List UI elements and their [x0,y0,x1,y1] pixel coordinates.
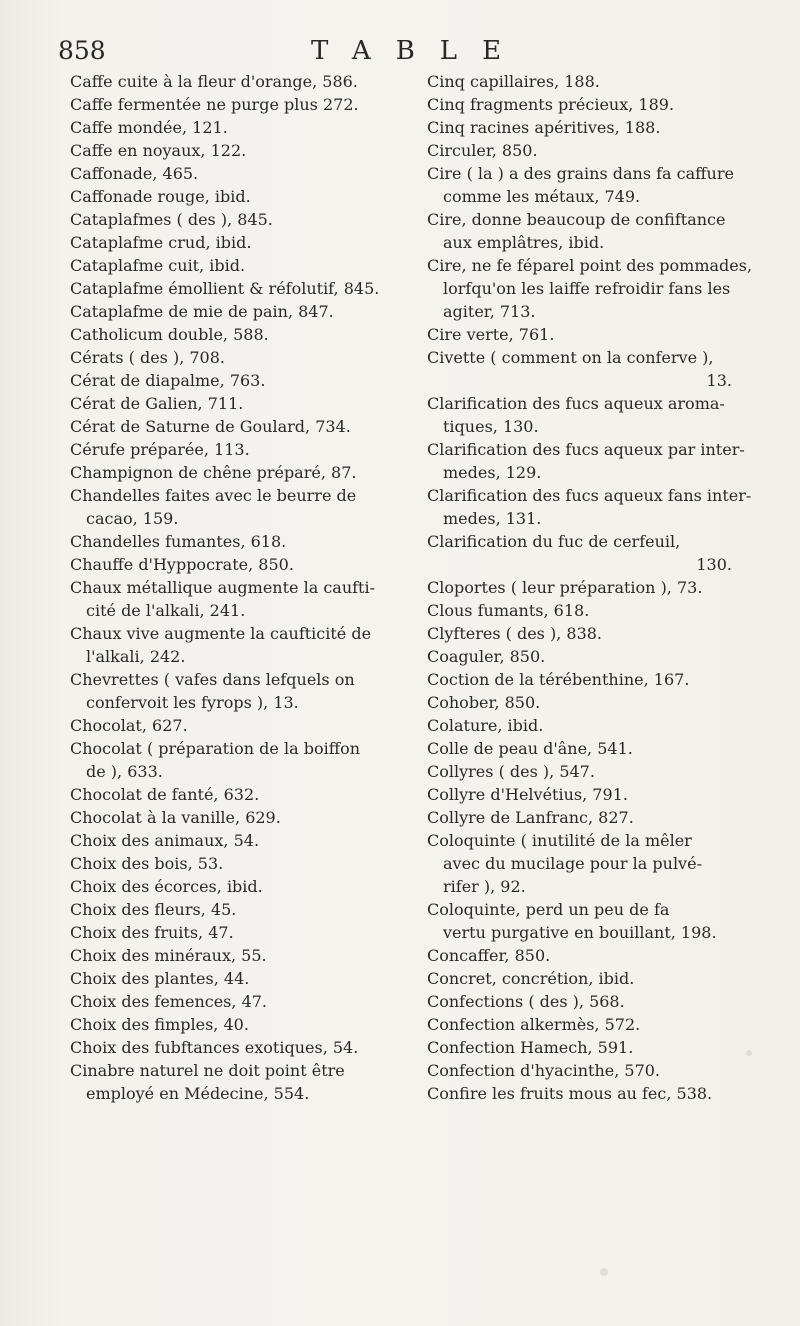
index-entry: Choix des plantes, 44. [70,969,250,988]
index-entry: Choix des animaux, 54. [70,831,260,850]
index-entry: Champignon de chêne préparé, 87. [70,463,357,482]
index-entry: Cataplafme crud, ibid. [70,233,252,252]
index-entry: comme les métaux, 749. [443,187,641,206]
index-entry: Choix des minéraux, 55. [70,946,267,965]
index-entry: l'alkali, 242. [86,647,186,666]
index-entry: tiques, 130. [443,417,539,436]
index-entry: Coloquinte, perd un peu de fa [427,900,670,919]
index-entry: Confection alkermès, 572. [427,1015,641,1034]
index-entry: Cataplafme cuit, ibid. [70,256,246,275]
index-entry: aux emplâtres, ibid. [443,233,605,252]
index-entry: Cérat de Galien, 711. [70,394,244,413]
index-entry: Collyre d'Helvétius, 791. [427,785,628,804]
index-entry: Caffe fermentée ne purge plus 272. [70,95,359,114]
index-entry: Colature, ibid. [427,716,544,735]
index-entry: de ), 633. [86,762,163,781]
index-entry: Chocolat ( préparation de la boiffon [70,739,361,758]
index-entry: Cérat de diapalme, 763. [70,371,266,390]
index-column-left [70,70,395,1105]
index-entry: Caffe cuite à la fleur d'orange, 586. [70,72,358,91]
index-entry: Cinq capillaires, 188. [427,72,600,91]
index-entry: medes, 129. [443,463,542,482]
index-entry: Cire, ne fe féparel point des pommades, [427,256,753,275]
index-entry: Cire verte, 761. [427,325,555,344]
index-entry: Choix des fruits, 47. [70,923,234,942]
index-entry: Choix des fleurs, 45. [70,900,237,919]
index-entry: Choix des bois, 53. [70,854,224,873]
index-entry: Cinq fragments précieux, 189. [427,95,675,114]
index-entry: Clous fumants, 618. [427,601,590,620]
index-entry: Confection d'hyacinthe, 570. [427,1061,661,1080]
index-entry: Choix des fubftances exotiques, 54. [70,1038,359,1057]
index-entry: Caffonade rouge, ibid. [70,187,251,206]
index-entry: Colle de peau d'âne, 541. [427,739,633,758]
running-title: TABLE [311,36,527,66]
index-entry: avec du mucilage pour la pulvé- [443,854,702,873]
index-column-right [427,70,772,1105]
index-entry: 130. [696,555,732,574]
index-entry: Clyfteres ( des ), 838. [427,624,603,643]
index-entry: confervoit les fyrops ), 13. [86,693,299,712]
paper-spot [600,1268,608,1276]
index-entry: Chocolat de fanté, 632. [70,785,260,804]
index-entry: Chandelles fumantes, 618. [70,532,287,551]
index-entry: Collyres ( des ), 547. [427,762,595,781]
index-entry: Concaffer, 850. [427,946,551,965]
page-header [58,36,758,70]
index-entry: Cloportes ( leur préparation ), 73. [427,578,703,597]
index-entry: rifer ), 92. [443,877,526,896]
index-entry: Chocolat, 627. [70,716,188,735]
index-entry: employé en Médecine, 554. [86,1084,310,1103]
index-entry: Caffe mondée, 121. [70,118,228,137]
index-entry: Confire les fruits mous au fec, 538. [427,1084,713,1103]
index-entry: Choix des écorces, ibid. [70,877,263,896]
index-entry: agiter, 713. [443,302,536,321]
index-entry: Coaguler, 850. [427,647,546,666]
index-entry: Cataplafmes ( des ), 845. [70,210,273,229]
paper-spot [746,1050,752,1056]
index-entry: medes, 131. [443,509,542,528]
index-entry: Cataplafme émollient & réfolutif, 845. [70,279,380,298]
page-number: 858 [58,36,106,65]
index-entry: Circuler, 850. [427,141,538,160]
index-entry: Cire ( la ) a des grains dans fa caffure [427,164,734,183]
index-entry: Chocolat à la vanille, 629. [70,808,281,827]
index-entry: Coloquinte ( inutilité de la mêler [427,831,692,850]
index-entry: Chaux vive augmente la caufticité de [70,624,372,643]
index-entry: Chevrettes ( vafes dans lefquels on [70,670,355,689]
index-entry: lorfqu'on les laiffe refroidir fans les [443,279,731,298]
index-entry: Choix des fimples, 40. [70,1015,249,1034]
index-entry: Chauffe d'Hyppocrate, 850. [70,555,294,574]
index-entry: Clarification des fucs aqueux aroma- [427,394,725,413]
index-entry: Clarification du fuc de cerfeuil, [427,532,681,551]
index-entry: Collyre de Lanfranc, 827. [427,808,634,827]
index-entry: Coction de la térébenthine, 167. [427,670,690,689]
index-entry: Cérufe préparée, 113. [70,440,250,459]
index-entry: Clarification des fucs aqueux fans inter- [427,486,752,505]
index-entry: Chaux métallique augmente la caufti- [70,578,375,597]
index-entry: Cohober, 850. [427,693,541,712]
index-entry: Caffonade, 465. [70,164,199,183]
index-entry: Caffe en noyaux, 122. [70,141,247,160]
index-entry: Catholicum double, 588. [70,325,269,344]
index-entry: Confection Hamech, 591. [427,1038,634,1057]
index-entry: Confections ( des ), 568. [427,992,625,1011]
index-entry: cité de l'alkali, 241. [86,601,246,620]
index-entry: Cataplafme de mie de pain, 847. [70,302,334,321]
index-entry: vertu purgative en bouillant, 198. [443,923,717,942]
index-entry: cacao, 159. [86,509,179,528]
index-entry: Clarification des fucs aqueux par inter- [427,440,745,459]
index-entry: Chandelles faites avec le beurre de [70,486,357,505]
index-entry: Cérat de Saturne de Goulard, 734. [70,417,351,436]
index-entry: Choix des femences, 47. [70,992,268,1011]
index-entry: Cinabre naturel ne doit point être [70,1061,345,1080]
index-entry: Cérats ( des ), 708. [70,348,225,367]
index-entry: Cinq racines apéritives, 188. [427,118,661,137]
index-entry: 13. [706,371,732,390]
index-entry: Concret, concrétion, ibid. [427,969,635,988]
index-entry: Civette ( comment on la conferve ), [427,348,714,367]
index-entry: Cire, donne beaucoup de confiftance [427,210,726,229]
